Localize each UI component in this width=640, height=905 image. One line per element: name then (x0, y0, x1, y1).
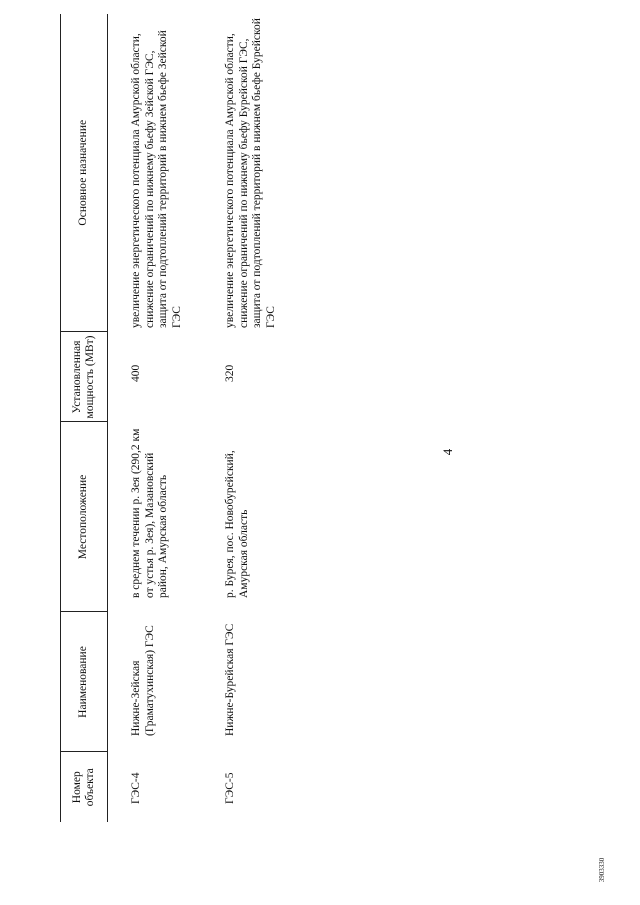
header-number: Номер объекта (61, 752, 108, 822)
cell-number: ГЭС-5 (224, 772, 236, 804)
document-id: 3903330 (598, 857, 606, 883)
cell-location: в среднем течении р. Зея (290,2 км от устья р. Зея), Мазановский район, Амурская область (130, 428, 169, 598)
header-name: Наименование (61, 612, 108, 752)
table-header-row (61, 14, 108, 822)
table-row (108, 14, 203, 822)
cell-capacity: 320 (224, 364, 236, 382)
header-purpose: Основное назначение (61, 14, 108, 332)
cell-name: Нижне-Бурейская ГЭС (224, 623, 236, 736)
cell-location: р. Бурея, пос. Новобурейский, Амурская область (224, 450, 250, 598)
hydro-plants-table (60, 14, 278, 822)
cell-name: Нижне-Зейская (Граматухинская) ГЭС (130, 625, 156, 736)
cell-purpose: увеличение энергетического потенциала Амурской области, снижение ограничений по нижнему бьефу Бурейской ГЭС, защита от подтоплений территорий в нижнем бьефе Бурейской ГЭС (224, 18, 277, 328)
table-row (202, 14, 278, 822)
header-capacity: Установленная мощность (МВт) (61, 332, 108, 422)
cell-number: ГЭС-4 (130, 772, 142, 804)
header-location: Местоположение (61, 422, 108, 612)
cell-capacity: 400 (130, 364, 142, 382)
page-number: 4 (440, 448, 455, 456)
cell-purpose: увеличение энергетического потенциала Амурской области, снижение ограничений по нижнему бьефу Зейской ГЭС, защита от подтоплений территорий в нижнем бьефе Зейской ГЭС (130, 30, 183, 328)
